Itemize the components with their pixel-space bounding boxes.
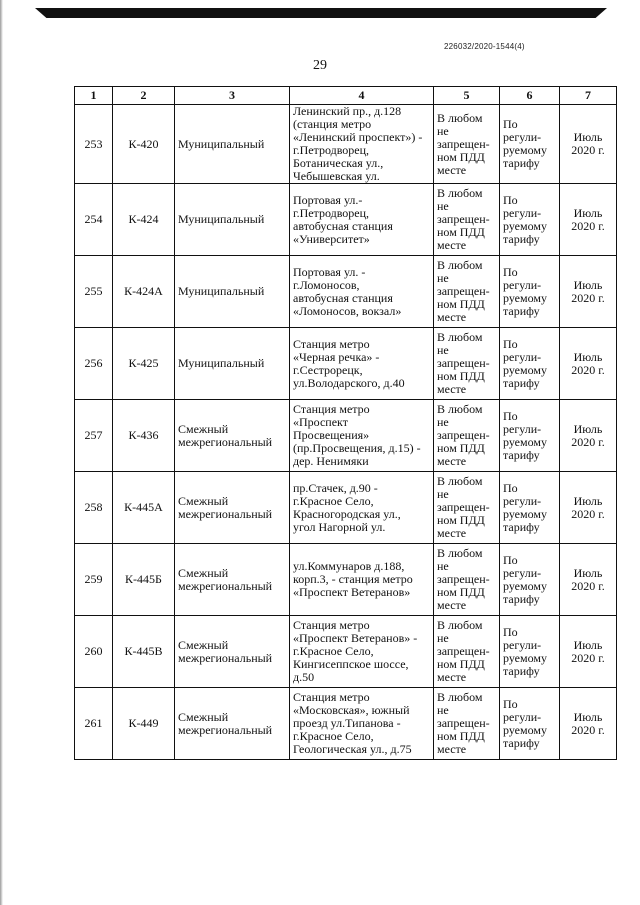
route-description: Станция метро «Московская», южный проезд ул.Типанова - г.Красное Село, Геологическая ул., д.75 — [293, 690, 412, 756]
row-number: 258 — [84, 500, 103, 514]
route-description-cell — [290, 256, 434, 328]
stop-rule: В любом не запрещен- ном ПДД месте — [437, 474, 490, 540]
tariff-type-cell — [500, 184, 560, 256]
tariff-type: По регули- руемому тарифу — [503, 696, 547, 750]
route-type: Муниципальный — [178, 284, 265, 298]
start-date: Июль 2020 г. — [571, 277, 605, 305]
start-date: Июль 2020 г. — [571, 637, 605, 665]
route-type: Смежный межрегиональный — [178, 709, 273, 737]
stop-rule: В любом не запрещен- ном ПДД месте — [437, 330, 490, 396]
route-description: Станция метро «Проспект Просвещения» (пр.Просвещения, д.15) - дер. Ненимяки — [293, 402, 421, 468]
route-type: Муниципальный — [178, 136, 265, 151]
stop-rule: В любом не запрещен- ном ПДД месте — [437, 546, 490, 612]
column-header: 1 — [75, 87, 113, 105]
row-number-cell — [75, 688, 113, 760]
table-row — [75, 256, 617, 328]
route-code-cell — [113, 472, 175, 544]
route-description-cell — [290, 328, 434, 400]
stop-rule: В любом не запрещен- ном ПДД месте — [437, 690, 490, 756]
start-date: Июль 2020 г. — [571, 493, 605, 521]
route-code: К-424 — [128, 212, 159, 226]
column-header: 3 — [175, 87, 290, 105]
route-description: Станция метро «Черная речка» - г.Сестрорецк, ул.Володарского, д.40 — [293, 336, 405, 390]
row-number: 260 — [84, 644, 103, 658]
row-number: 254 — [84, 212, 103, 226]
tariff-type: По регули- руемому тарифу — [503, 480, 547, 534]
table-row — [75, 400, 617, 472]
route-description: Ленинский пр., д.128 (станция метро «Ленинский проспект») - г.Петродворец, Ботаническая ул., Чебышевская ул. — [293, 104, 423, 183]
route-description-cell — [290, 400, 434, 472]
route-type: Смежный межрегиональный — [178, 493, 273, 521]
route-type-cell — [175, 184, 290, 256]
row-number: 259 — [84, 572, 103, 586]
route-code: К-436 — [128, 428, 159, 442]
start-date-cell — [560, 616, 617, 688]
table-row — [75, 616, 617, 688]
tariff-type: По регули- руемому тарифу — [503, 552, 547, 606]
start-date: Июль 2020 г. — [571, 709, 605, 737]
tariff-type-cell — [500, 256, 560, 328]
start-date-cell — [560, 184, 617, 256]
stop-rule: В любом не запрещен- ном ПДД месте — [437, 402, 490, 468]
route-code: К-445В — [124, 644, 163, 658]
stop-rule: В любом не запрещен- ном ПДД месте — [437, 186, 490, 252]
row-number-cell — [75, 400, 113, 472]
stop-rule-cell — [434, 184, 500, 256]
tariff-type-cell — [500, 105, 560, 184]
row-number-cell — [75, 105, 113, 184]
row-number-cell — [75, 184, 113, 256]
route-type-cell — [175, 472, 290, 544]
table-row — [75, 472, 617, 544]
route-description-cell — [290, 616, 434, 688]
route-type-cell — [175, 544, 290, 616]
stop-rule-cell — [434, 472, 500, 544]
tariff-type: По регули- руемому тарифу — [503, 624, 547, 678]
tariff-type: По регули- руемому тарифу — [503, 192, 547, 246]
table-row — [75, 688, 617, 760]
route-code: К-420 — [128, 136, 159, 151]
tariff-type-cell — [500, 544, 560, 616]
stop-rule-cell — [434, 544, 500, 616]
route-type: Смежный межрегиональный — [178, 565, 273, 593]
route-code-cell — [113, 400, 175, 472]
stop-rule-cell — [434, 105, 500, 184]
start-date-cell — [560, 400, 617, 472]
route-code: К-445А — [124, 500, 163, 514]
route-type: Муниципальный — [178, 212, 265, 226]
start-date-cell — [560, 328, 617, 400]
row-number-cell — [75, 544, 113, 616]
stop-rule-cell — [434, 400, 500, 472]
start-date-cell — [560, 472, 617, 544]
column-header: 4 — [290, 87, 434, 105]
tariff-type-cell — [500, 328, 560, 400]
route-description-cell — [290, 105, 434, 184]
route-description-cell — [290, 184, 434, 256]
row-number: 256 — [84, 356, 103, 370]
tariff-type: По регули- руемому тарифу — [503, 264, 547, 318]
route-code: К-425 — [128, 356, 159, 370]
column-header: 7 — [560, 87, 617, 105]
start-date-cell — [560, 544, 617, 616]
start-date: Июль 2020 г. — [571, 421, 605, 449]
route-description-cell — [290, 472, 434, 544]
route-type-cell — [175, 688, 290, 760]
start-date-cell — [560, 105, 617, 184]
row-number-cell — [75, 328, 113, 400]
route-code: К-445Б — [125, 572, 162, 586]
tariff-type-cell — [500, 472, 560, 544]
table-row — [75, 184, 617, 256]
column-header: 5 — [434, 87, 500, 105]
route-type: Муниципальный — [178, 356, 265, 370]
start-date-cell — [560, 688, 617, 760]
route-code-cell — [113, 256, 175, 328]
column-header: 2 — [113, 87, 175, 105]
route-description-cell — [290, 688, 434, 760]
row-number: 261 — [84, 716, 103, 730]
stop-rule-cell — [434, 256, 500, 328]
row-number-cell — [75, 616, 113, 688]
route-type-cell — [175, 400, 290, 472]
start-date: Июль 2020 г. — [571, 565, 605, 593]
route-description: пр.Стачек, д.90 - г.Красное Село, Красногородская ул., угол Нагорной ул. — [293, 480, 401, 534]
document-id: 226032/2020-1544(4) — [444, 42, 525, 51]
tariff-type: По регули- руемому тарифу — [503, 408, 547, 462]
route-description: Станция метро «Проспект Ветеранов» - г.Красное Село, Кингисеппское шоссе, д.50 — [293, 618, 418, 684]
route-code: К-449 — [128, 716, 159, 730]
stop-rule: В любом не запрещен- ном ПДД месте — [437, 110, 490, 177]
stop-rule-cell — [434, 616, 500, 688]
route-type-cell — [175, 105, 290, 184]
route-code-cell — [113, 328, 175, 400]
route-code-cell — [113, 105, 175, 184]
start-date: Июль 2020 г. — [571, 205, 605, 233]
route-code-cell — [113, 688, 175, 760]
table-row — [75, 328, 617, 400]
row-number-cell — [75, 256, 113, 328]
table-row — [75, 105, 617, 184]
route-type-cell — [175, 616, 290, 688]
row-number: 253 — [84, 136, 103, 151]
tariff-type-cell — [500, 400, 560, 472]
scan-top-bar — [35, 8, 607, 18]
start-date: Июль 2020 г. — [571, 130, 605, 157]
route-type: Смежный межрегиональный — [178, 637, 273, 665]
row-number: 255 — [84, 284, 103, 298]
route-code: К-424А — [124, 284, 163, 298]
route-description-cell — [290, 544, 434, 616]
tariff-type-cell — [500, 616, 560, 688]
route-description: ул.Коммунаров д.188, корп.3, - станция метро «Проспект Ветеранов» — [293, 559, 413, 599]
page-number: 29 — [313, 58, 327, 73]
route-type-cell — [175, 256, 290, 328]
column-header: 6 — [500, 87, 560, 105]
route-description: Портовая ул.- г.Петродворец, автобусная станция «Университет» — [293, 192, 393, 246]
tariff-type: По регули- руемому тарифу — [503, 117, 547, 170]
route-description: Портовая ул. - г.Ломоносов, автобусная станция «Ломоносов, вокзал» — [293, 264, 402, 318]
route-code-cell — [113, 544, 175, 616]
stop-rule: В любом не запрещен- ном ПДД месте — [437, 258, 490, 324]
scan-edge-shadow — [0, 0, 3, 905]
route-type-cell — [175, 328, 290, 400]
row-number: 257 — [84, 428, 103, 442]
route-code-cell — [113, 616, 175, 688]
stop-rule-cell — [434, 688, 500, 760]
start-date: Июль 2020 г. — [571, 349, 605, 377]
tariff-type-cell — [500, 688, 560, 760]
row-number-cell — [75, 472, 113, 544]
route-type: Смежный межрегиональный — [178, 421, 273, 449]
table-row — [75, 544, 617, 616]
start-date-cell — [560, 256, 617, 328]
routes-table — [74, 86, 617, 760]
stop-rule: В любом не запрещен- ном ПДД месте — [437, 618, 490, 684]
stop-rule-cell — [434, 328, 500, 400]
tariff-type: По регули- руемому тарифу — [503, 336, 547, 390]
route-code-cell — [113, 184, 175, 256]
table-header-row — [75, 87, 617, 105]
